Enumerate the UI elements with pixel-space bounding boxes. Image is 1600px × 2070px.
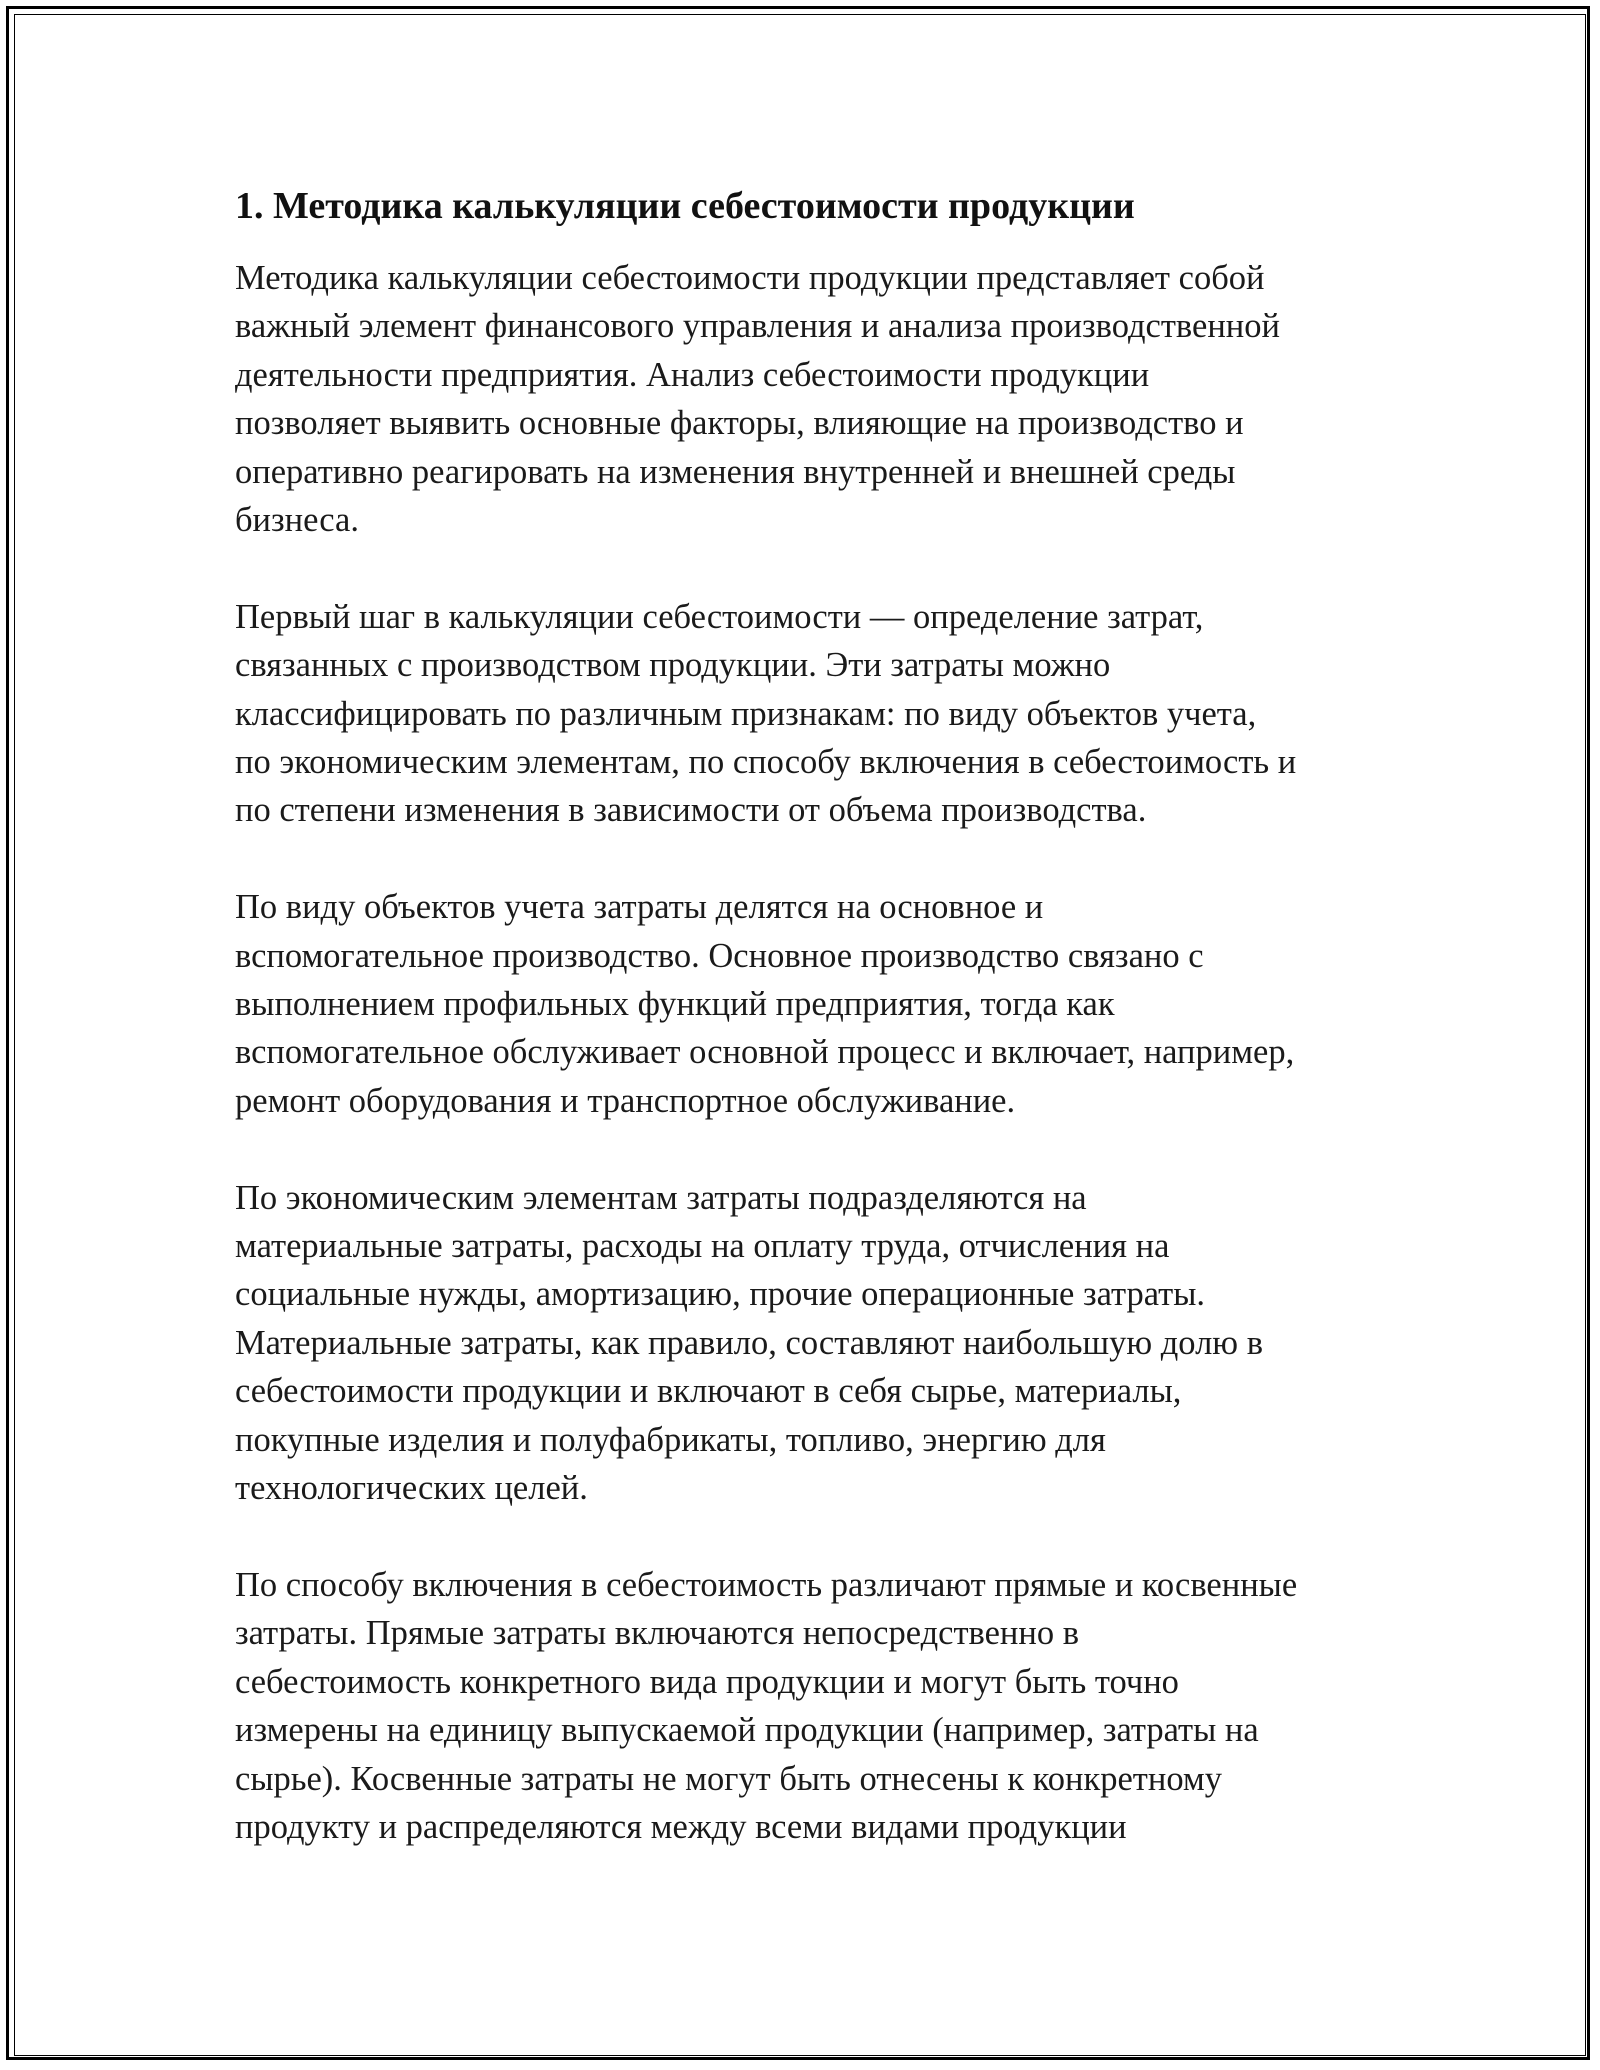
paragraph-line: сырье). Косвенные затраты не могут быть отнесены к конкретному [235, 1759, 1223, 1798]
paragraph-line: Материальные затраты, как правило, составляют наибольшую долю в [235, 1323, 1263, 1362]
paragraph-line: себестоимость конкретного вида продукции и могут быть точно [235, 1662, 1179, 1701]
paragraph-line: вспомогательное производство. Основное производство связано с [235, 936, 1204, 975]
paragraph-line: классифицировать по различным признакам: по виду объектов учета, [235, 694, 1257, 733]
paragraph-line: по степени изменения в зависимости от объема производства. [235, 791, 1147, 830]
paragraph [235, 1174, 1385, 1513]
paragraph-line: важный элемент финансового управления и анализа производственной [235, 307, 1280, 346]
paragraph-line: затраты. Прямые затраты включаются непосредственно в [235, 1614, 1080, 1653]
paragraph-container [235, 254, 1385, 1851]
paragraph-line: вспомогательное обслуживает основной процесс и включает, например, [235, 1033, 1295, 1072]
paragraph-line: покупные изделия и полуфабрикаты, топливо, энергию для [235, 1420, 1106, 1459]
paragraph-line: измерены на единицу выпускаемой продукции (например, затраты на [235, 1711, 1259, 1750]
paragraph-line: позволяет выявить основные факторы, влияющие на производство и [235, 404, 1244, 443]
paragraph [235, 254, 1385, 544]
paragraph-line: По экономическим элементам затраты подразделяются на [235, 1178, 1087, 1217]
paragraph-line: социальные нужды, амортизацию, прочие операционные затраты. [235, 1275, 1206, 1314]
paragraph-line: ремонт оборудования и транспортное обслуживание. [235, 1081, 1016, 1120]
paragraph [235, 883, 1385, 1125]
paragraph [235, 1561, 1385, 1851]
paragraph-line: бизнеса. [235, 501, 359, 540]
paragraph-line: выполнением профильных функций предприятия, тогда как [235, 985, 1115, 1024]
paragraph [235, 593, 1385, 835]
paragraph-line: связанных с производством продукции. Эти затраты можно [235, 646, 1111, 685]
paragraph-line: по экономическим элементам, по способу включения в себестоимость и [235, 743, 1297, 782]
paragraph-line: По способу включения в себестоимость различают прямые и косвенные [235, 1565, 1298, 1604]
document-body [235, 182, 1385, 1900]
paragraph-line: деятельности предприятия. Анализ себестоимости продукции [235, 355, 1150, 394]
paragraph-line: Методика калькуляции себестоимости продукции представляет собой [235, 259, 1265, 297]
paragraph-line: продукту и распределяются между всеми видами продукции [235, 1807, 1127, 1846]
paragraph-line: материальные затраты, расходы на оплату труда, отчисления на [235, 1227, 1170, 1266]
paragraph-line: Первый шаг в калькуляции себестоимости — определение затрат, [235, 597, 1204, 636]
paragraph-line: оперативно реагировать на изменения внутренней и внешней среды [235, 452, 1236, 491]
paragraph-line: По виду объектов учета затраты делятся на основное и [235, 888, 1044, 927]
paragraph-line: технологических целей. [235, 1469, 588, 1508]
paragraph-line: себестоимости продукции и включают в себя сырье, материалы, [235, 1372, 1182, 1411]
section-heading: 1. Методика калькуляции себестоимости продукции [235, 185, 1135, 227]
